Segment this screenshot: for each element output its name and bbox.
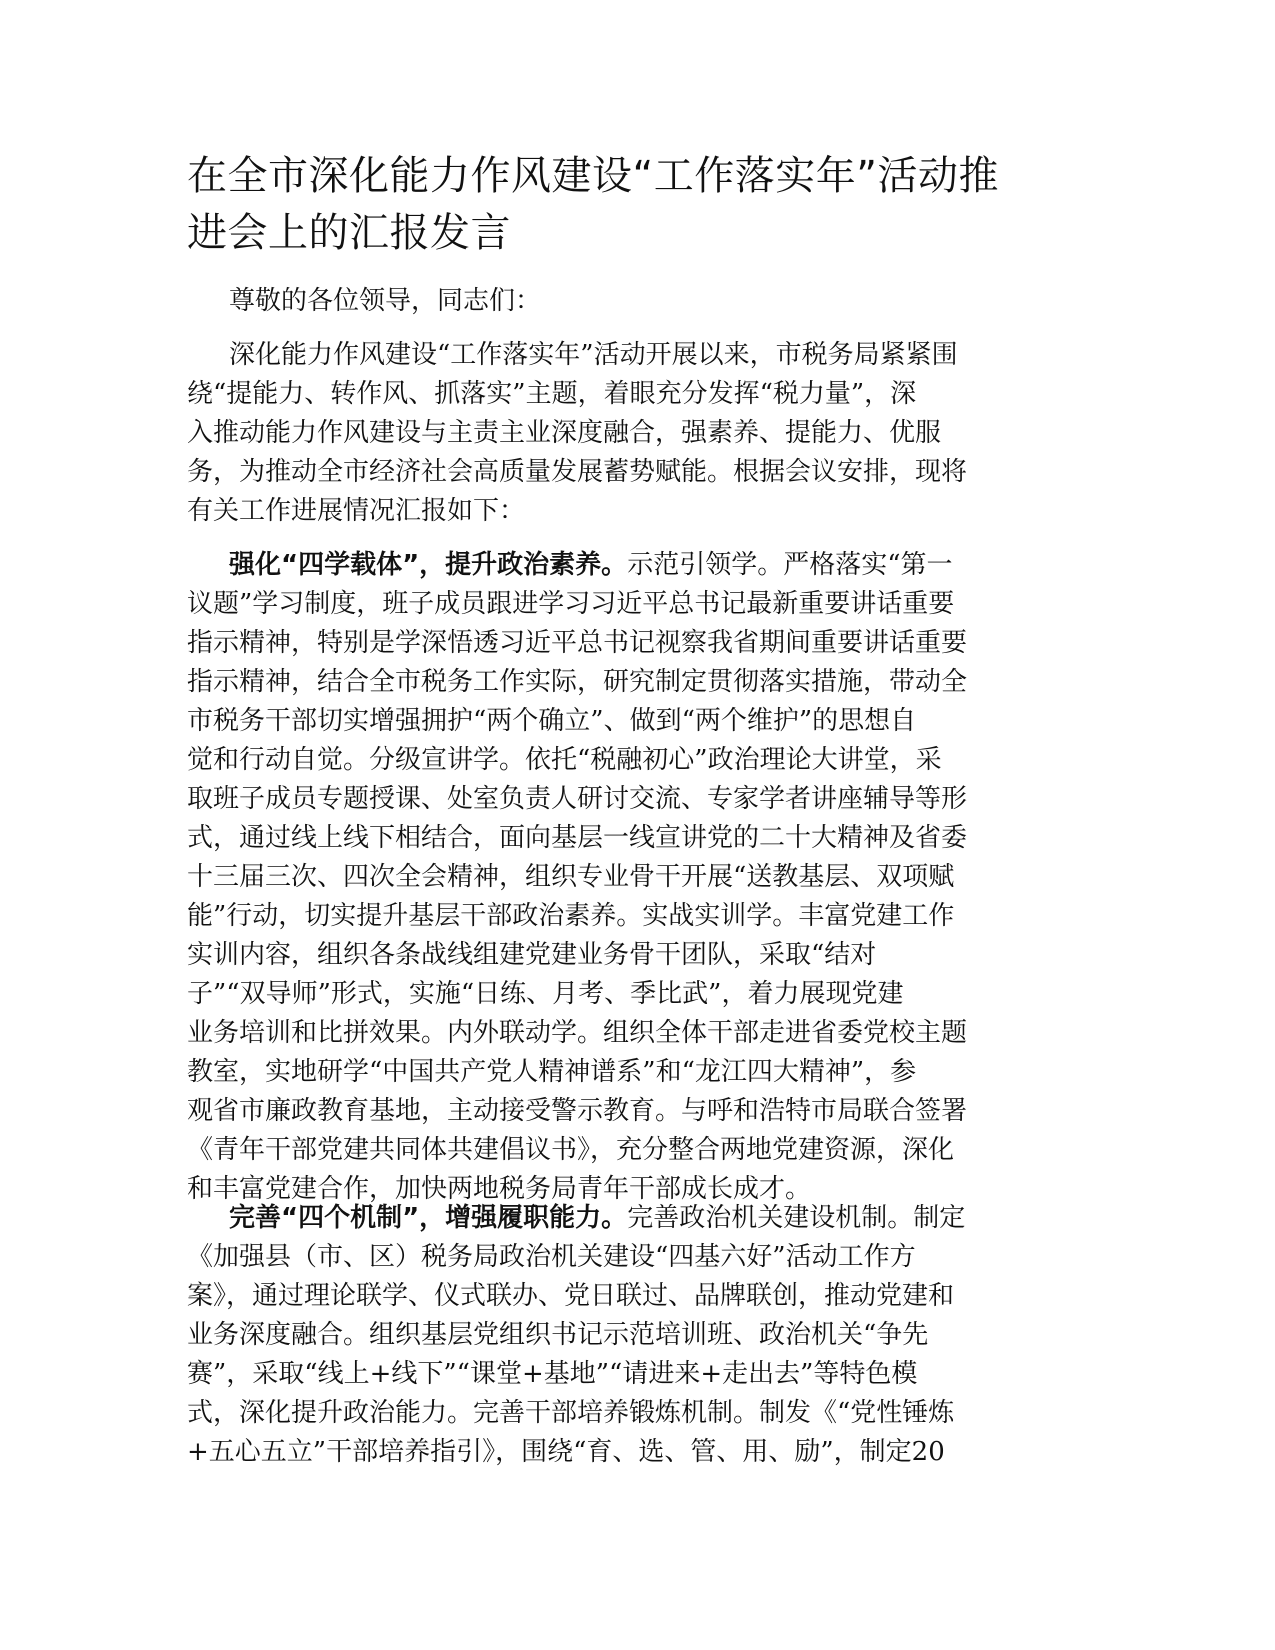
paragraph-line: 教室，实地研学“中国共产党人精神谱系”和“龙江四大精神”，参 <box>187 1057 917 1087</box>
paragraph-first-line <box>187 1199 1087 1238</box>
paragraph-line: 有关工作进展情况汇报如下： <box>187 496 526 526</box>
paragraph-line: 案》，通过理论联学、仪式联办、党日联过、品牌联创，推动党建和 <box>187 1281 955 1311</box>
paragraph-line: 和丰富党建合作，加快两地税务局青年干部成长成才。 <box>187 1174 812 1204</box>
paragraph-line: 式，通过线上线下相结合，面向基层一线宣讲党的二十大精神及省委 <box>187 823 968 853</box>
paragraph-line: 觉和行动自觉。分级宣讲学。依托“税融初心”政治理论大讲堂，采 <box>187 745 942 775</box>
paragraph-first-line <box>187 546 1087 585</box>
paragraph-line: 式，深化提升政治能力。完善干部培养锻炼机制。制发《“党性锤炼 <box>187 1398 955 1428</box>
paragraph-line: 入推动能力作风建设与主责主业深度融合，强素养、提能力、优服 <box>187 418 942 448</box>
paragraph-line: 实训内容，组织各条战线组建党建业务骨干团队，采取“结对 <box>187 940 877 970</box>
paragraph-line: +五心五立”干部培养指引》，围绕“育、选、管、用、励”，制定20 <box>187 1437 945 1467</box>
paragraph-line: 指示精神，结合全市税务工作实际，研究制定贯彻落实措施，带动全 <box>187 667 968 697</box>
document-title <box>187 148 1087 262</box>
paragraph-intro <box>187 336 1087 531</box>
paragraph-political-literacy <box>187 546 1087 1209</box>
title-line: 在全市深化能力作风建设“工作落实年”活动推 <box>187 153 999 199</box>
paragraph-line: 务，为推动全市经济社会高质量发展蓄势赋能。根据会议安排，现将 <box>187 457 968 487</box>
title-line: 进会上的汇报发言 <box>187 210 511 256</box>
salutation: 尊敬的各位领导，同志们： <box>229 286 542 316</box>
paragraph-line: 绕“提能力、转作风、抓落实”主题，着眼充分发挥“税力量”，深 <box>187 379 917 409</box>
paragraph-line: 十三届三次、四次全会精神，组织专业骨干开展“送教基层、双项赋 <box>187 862 955 892</box>
paragraph-line: 业务培训和比拼效果。内外联动学。组织全体干部走进省委党校主题 <box>187 1018 968 1048</box>
paragraph-line: 指示精神，特别是学深悟透习近平总书记视察我省期间重要讲话重要 <box>187 628 968 658</box>
paragraph-line: 深化能力作风建设“工作落实年”活动开展以来，市税务局紧紧围 <box>229 340 958 370</box>
paragraph-line-text: 示范引领学。严格落实“第一 <box>627 550 953 580</box>
paragraph-line: 《加强县（市、区）税务局政治机关建设“四基六好”活动工作方 <box>187 1242 916 1272</box>
paragraph-performance-capability <box>187 1199 1087 1472</box>
paragraph-line: 市税务干部切实增强拥护“两个确立”、做到“两个维护”的思想自 <box>187 706 917 736</box>
paragraph-line-text: 完善政治机关建设机制。制定 <box>627 1203 966 1233</box>
paragraph-lead-heading: 强化“四学载体”，提升政治素养。 <box>229 550 628 580</box>
paragraph-line: 《青年干部党建共同体共建倡议书》，充分整合两地党建资源，深化 <box>187 1135 955 1165</box>
paragraph-line: 观省市廉政教育基地，主动接受警示教育。与呼和浩特市局联合签署 <box>187 1096 968 1126</box>
paragraph-line: 议题”学习制度，班子成员跟进学习习近平总书记最新重要讲话重要 <box>187 589 955 619</box>
paragraph-line: 子”“双导师”形式，实施“日练、月考、季比武”，着力展现党建 <box>187 979 904 1009</box>
paragraph-line: 能”行动，切实提升基层干部政治素养。实战实训学。丰富党建工作 <box>187 901 955 931</box>
paragraph-line: 取班子成员专题授课、处室负责人研讨交流、专家学者讲座辅导等形 <box>187 784 968 814</box>
paragraph-line: 赛”，采取“线上+线下”“课堂+基地”“请进来+走出去”等特色模 <box>187 1359 918 1389</box>
paragraph-line: 业务深度融合。组织基层党组织书记示范培训班、政治机关“争先 <box>187 1320 929 1350</box>
paragraph-lead-heading: 完善“四个机制”，增强履职能力。 <box>229 1203 628 1233</box>
